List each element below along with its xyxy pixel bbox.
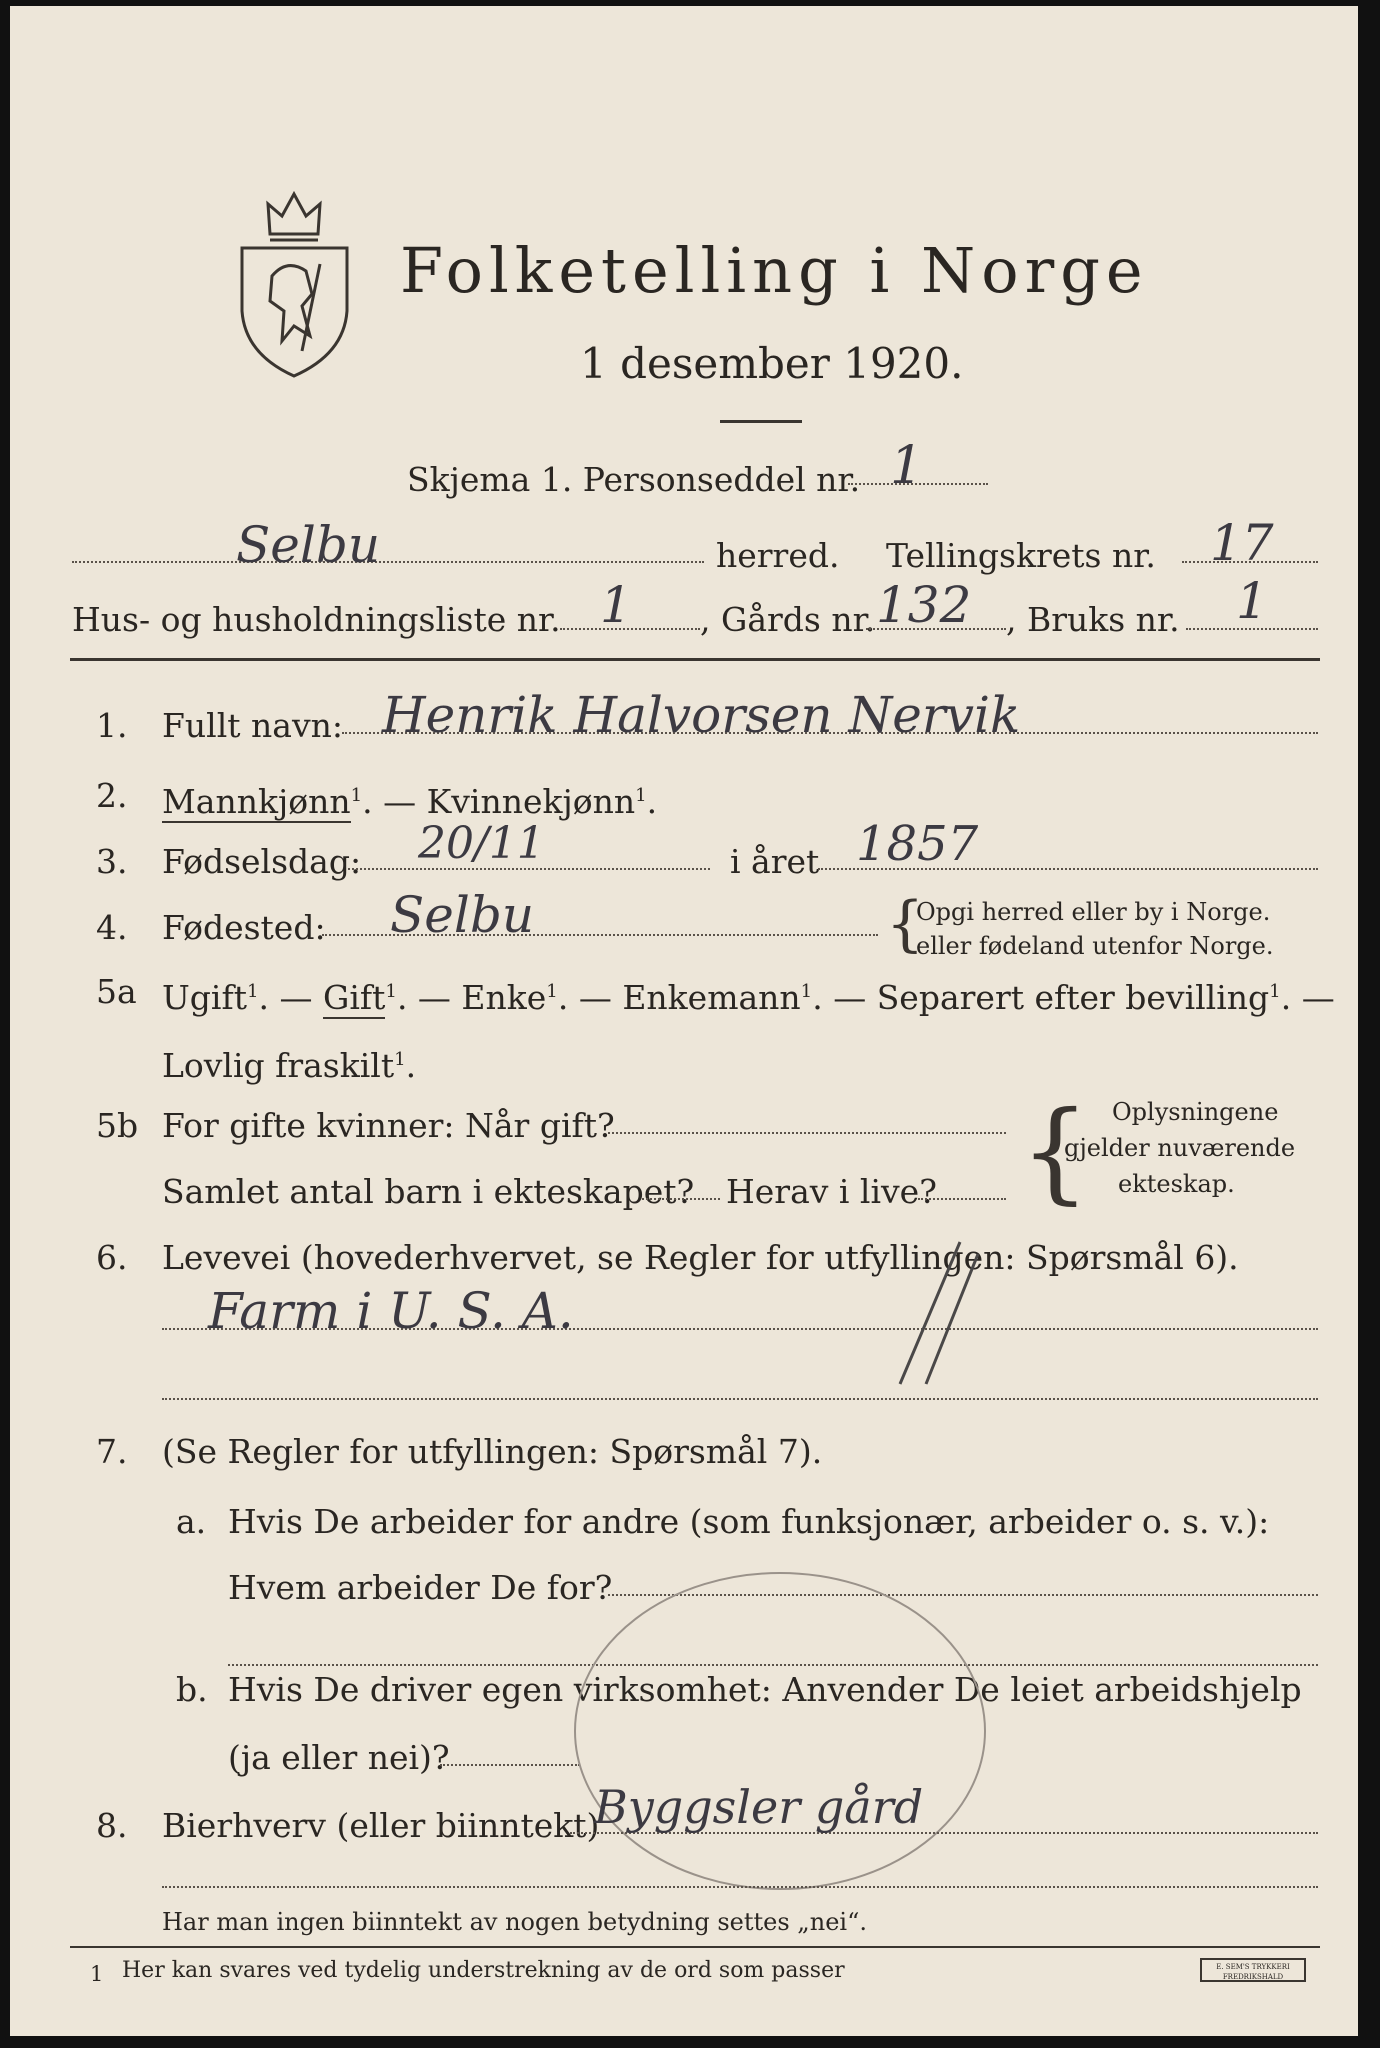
side-income-value: Byggsler gård xyxy=(594,1780,924,1834)
q5b-note-line1: Oplysningene xyxy=(1112,1098,1279,1126)
birth-year-value: 1857 xyxy=(856,816,979,872)
q7b-letter: b. xyxy=(176,1670,208,1709)
q5a-number: 5a xyxy=(96,972,137,1011)
krets-value: 17 xyxy=(1210,514,1274,572)
footnote-mark: 1 xyxy=(90,1962,104,1986)
coat-of-arms-icon xyxy=(232,176,357,381)
faint-stamp-circle-icon xyxy=(565,1566,995,1896)
printer-mark: E. SEM'S TRYKKERI FREDRIKSHALD xyxy=(1200,1958,1306,1982)
children-count-field[interactable] xyxy=(642,1198,720,1200)
schema-label: Skjema 1. Personseddel nr. xyxy=(407,460,861,499)
full-name-value: Henrik Halvorsen Nervik xyxy=(382,686,1021,744)
occupation-field-2[interactable] xyxy=(162,1398,1318,1400)
q6-label: Levevei (hovederhvervet, se Regler for utfyllingen: Spørsmål 6). xyxy=(162,1238,1239,1277)
bruks-label: , Bruks nr. xyxy=(1006,600,1180,639)
marital-status-line: Ugift$^1$. — Gift$^1$. — Enke$^1$. — Enkemann$^1$. — Separert efter bevilling$^1$. — xyxy=(162,978,1335,1017)
header-divider xyxy=(70,658,1320,661)
widower-option[interactable]: Enkemann xyxy=(622,978,801,1017)
when-married-field[interactable] xyxy=(608,1132,1006,1134)
q4-brace: { xyxy=(886,889,925,959)
q3-label: Fødselsdag: xyxy=(162,842,362,881)
q5b-note-line2: gjelder nuværende xyxy=(1064,1134,1296,1162)
footnote-text: Her kan svares ved tydelig understrekning av de ord som passer xyxy=(122,1958,845,1983)
herred-value: Selbu xyxy=(236,516,381,574)
q4-note-line2: eller fødeland utenfor Norge. xyxy=(916,932,1274,960)
title-divider xyxy=(720,420,802,423)
q7a-label-line2: Hvem arbeider De for? xyxy=(228,1568,613,1607)
q1-number: 1. xyxy=(96,706,128,745)
q8-number: 8. xyxy=(96,1806,128,1845)
footer-divider xyxy=(70,1946,1320,1948)
husliste-value: 1 xyxy=(600,576,632,634)
q5b-note-line3: ekteskap. xyxy=(1118,1170,1235,1198)
bruks-value: 1 xyxy=(1236,572,1268,630)
gards-value: 132 xyxy=(876,576,972,634)
q7-number: 7. xyxy=(96,1432,128,1471)
q5b-when-married-label: For gifte kvinner: Når gift? xyxy=(162,1106,615,1145)
form-title: Folketelling i Norge xyxy=(400,234,1149,307)
q8-label: Bierhverv (eller biinntekt) xyxy=(162,1806,600,1845)
herred-label: herred. xyxy=(716,536,840,575)
q5b-brace: { xyxy=(1020,1087,1090,1215)
q2-line: Mannkjønn$^1$. — Kvinnekjønn$^1$. xyxy=(162,782,658,821)
hired-help-field[interactable] xyxy=(440,1764,580,1766)
birthday-value: 20/11 xyxy=(418,818,545,869)
q8-note: Har man ingen biinntekt av nogen betydning settes „nei“. xyxy=(162,1908,867,1936)
q4-label: Fødested: xyxy=(162,908,326,947)
q7b-label-line2: (ja eller nei)? xyxy=(228,1738,450,1777)
married-option[interactable]: Gift xyxy=(323,978,386,1017)
unmarried-option[interactable]: Ugift xyxy=(162,978,247,1017)
female-option[interactable]: Kvinnekjønn xyxy=(426,782,636,821)
q1-label: Fullt navn: xyxy=(162,706,343,745)
q7a-letter: a. xyxy=(176,1502,207,1541)
q2-number: 2. xyxy=(96,776,128,815)
birthplace-value: Selbu xyxy=(390,886,535,944)
separated-option[interactable]: Separert efter bevilling xyxy=(876,978,1270,1017)
pencil-check-mark-icon xyxy=(890,1234,990,1394)
divorced-line: Lovlig fraskilt$^1$. xyxy=(162,1046,417,1085)
krets-label: Tellingskrets nr. xyxy=(886,536,1156,575)
q7b-label-line1: Hvis De driver egen virksomhet: Anvender De leiet arbeidshjelp xyxy=(228,1670,1302,1709)
q5b-alive-label: Herav i live? xyxy=(726,1172,937,1211)
year-label: i året xyxy=(730,842,820,881)
q4-number: 4. xyxy=(96,908,128,947)
q3-number: 3. xyxy=(96,842,128,881)
census-date: 1 desember 1920. xyxy=(580,339,964,388)
widow-option[interactable]: Enke xyxy=(461,978,547,1017)
divorced-option[interactable]: Lovlig fraskilt xyxy=(162,1046,395,1085)
census-form xyxy=(10,6,1358,2036)
q7a-label-line1: Hvis De arbeider for andre (som funksjonær, arbeider o. s. v.): xyxy=(228,1502,1270,1541)
q4-note-line1: Opgi herred eller by i Norge. xyxy=(916,898,1271,926)
male-option[interactable]: Mannkjønn xyxy=(162,782,351,821)
children-alive-field[interactable] xyxy=(918,1198,1006,1200)
herred-field[interactable] xyxy=(72,561,704,563)
q6-number: 6. xyxy=(96,1238,128,1277)
personseddel-value: 1 xyxy=(890,436,924,496)
gards-label: , Gårds nr. xyxy=(700,600,876,639)
side-income-field-2[interactable] xyxy=(162,1886,1318,1888)
husliste-label: Hus- og husholdningsliste nr. xyxy=(72,600,561,639)
q7-label: (Se Regler for utfyllingen: Spørsmål 7). xyxy=(162,1432,823,1471)
q5b-number: 5b xyxy=(96,1106,139,1145)
occupation-value: Farm i U. S. A. xyxy=(208,1282,574,1340)
q5b-children-label: Samlet antal barn i ekteskapet? xyxy=(162,1172,695,1211)
